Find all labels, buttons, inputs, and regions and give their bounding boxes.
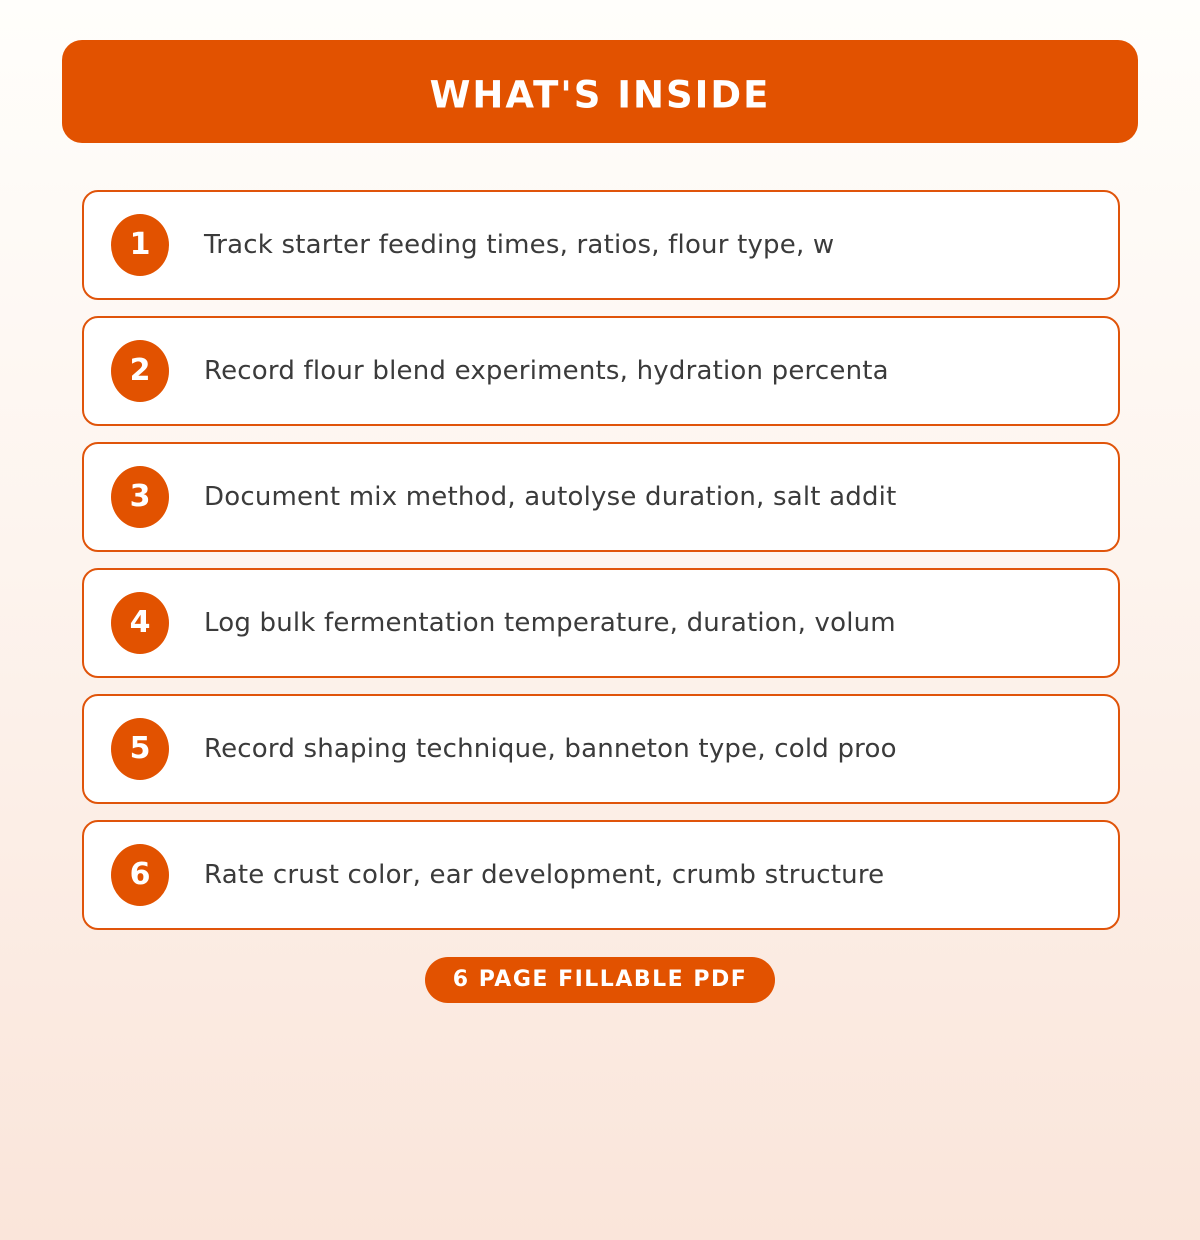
header-banner (62, 40, 1138, 143)
item-text: Rate crust color, ear development, crumb structure (204, 860, 885, 890)
item-number-badge: 6 (111, 844, 169, 906)
item-text: Record shaping technique, banneton type, cold proo (204, 734, 897, 764)
list-item (82, 316, 1120, 426)
item-number-badge: 1 (111, 214, 169, 276)
list-item (82, 442, 1120, 552)
item-text: Document mix method, autolyse duration, salt addit (204, 482, 897, 512)
item-text: Track starter feeding times, ratios, flour type, w (204, 230, 835, 260)
feature-list (82, 190, 1120, 930)
item-number-badge: 3 (111, 466, 169, 528)
item-number-badge: 5 (111, 718, 169, 780)
list-item (82, 190, 1120, 300)
item-number-badge: 2 (111, 340, 169, 402)
page-title: WHAT'S INSIDE (429, 73, 771, 117)
list-item (82, 694, 1120, 804)
item-text: Record flour blend experiments, hydration percenta (204, 356, 889, 386)
item-number-badge: 4 (111, 592, 169, 654)
pdf-info-badge-label: 6 PAGE FILLABLE PDF (452, 967, 748, 992)
pdf-info-badge (425, 957, 776, 1003)
list-item (82, 820, 1120, 930)
item-text: Log bulk fermentation temperature, duration, volum (204, 608, 896, 638)
list-item (82, 568, 1120, 678)
